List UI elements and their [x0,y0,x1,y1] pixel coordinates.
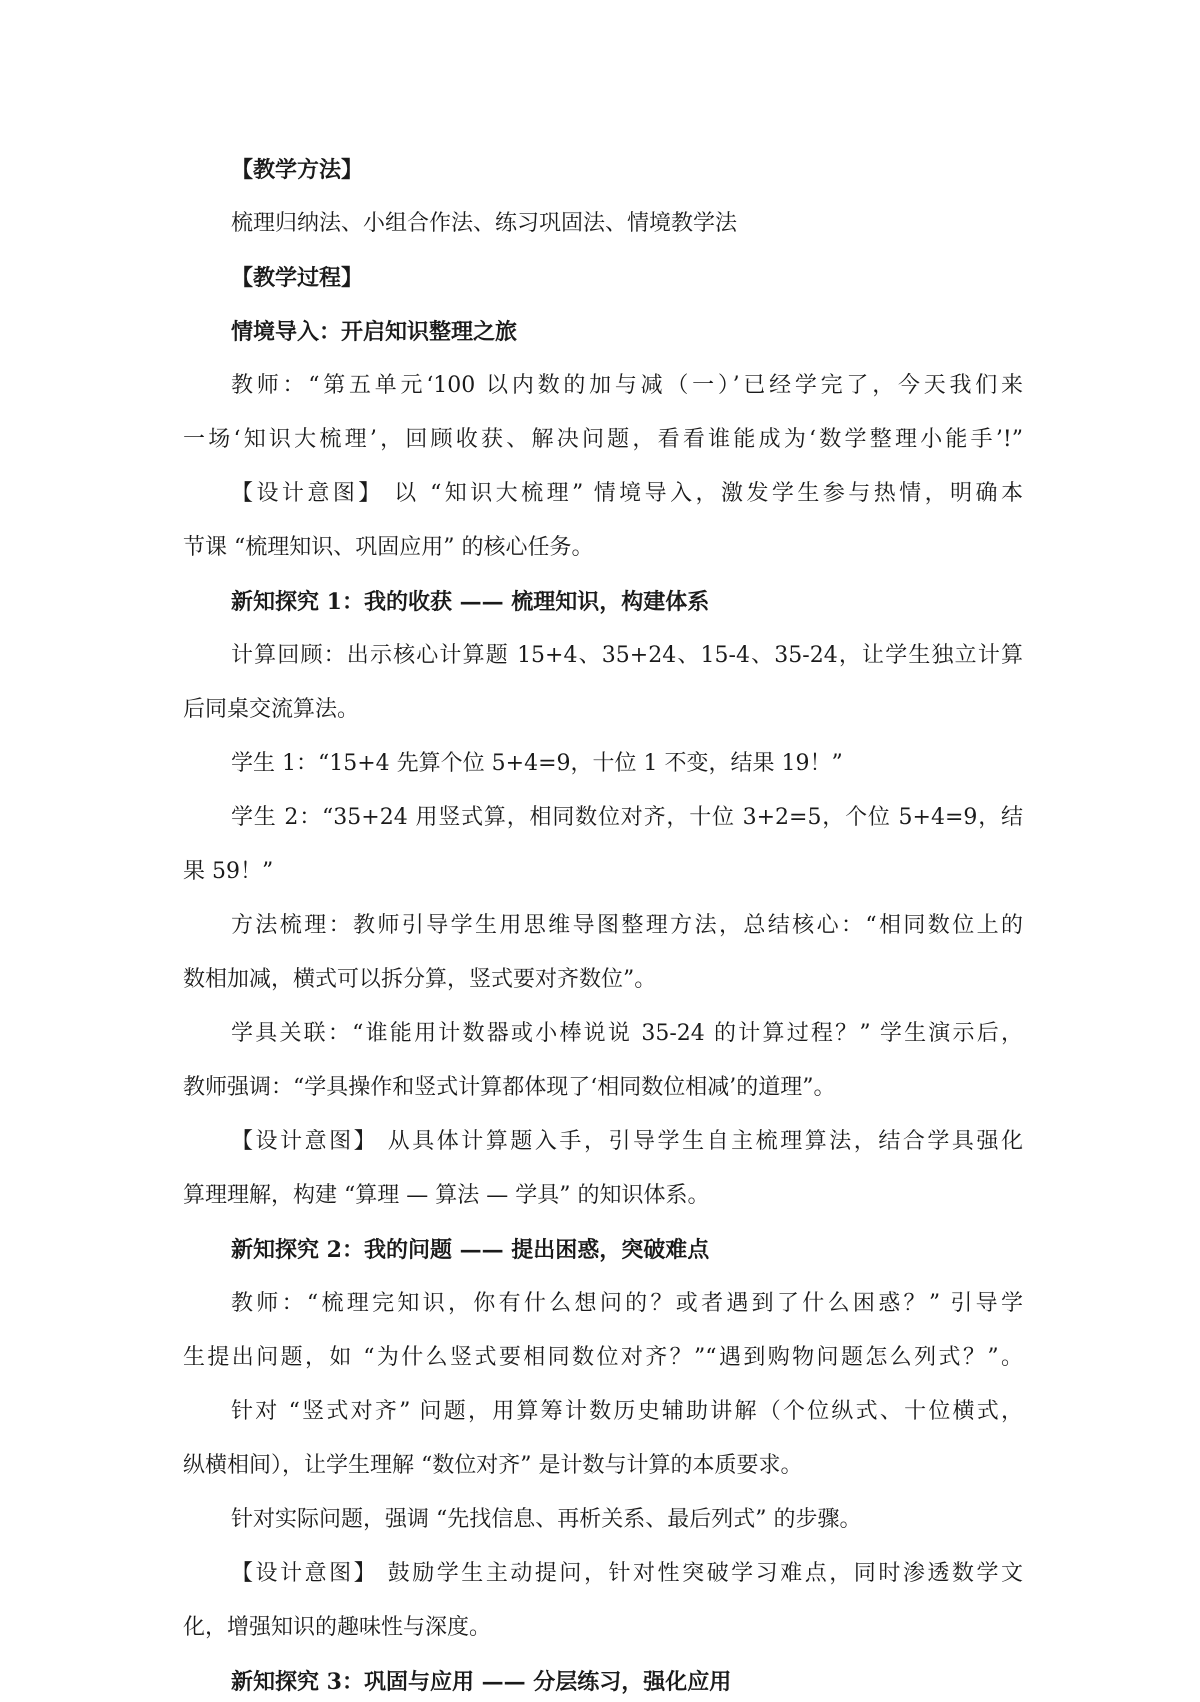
subsection-heading: 新知探究 3：巩固与应用 —— 分层练习，强化应用 [231,1669,732,1695]
text-line: 针对实际问题，强调 “先找信息、再析关系、最后列式” 的步骤。 [231,1507,862,1532]
text-line: 算理理解，构建 “算理 — 算法 — 学具” 的知识体系。 [183,1183,710,1208]
subsection-heading: 情境导入：开启知识整理之旅 [231,319,518,345]
text-line: 教师：“第五单元‘100 以内数的加与减（一）’已经学完了，今天我们来 [231,373,1023,398]
text-line: 教师：“梳理完知识，你有什么想问的？或者遇到了什么困惑？” 引导学 [231,1291,1023,1316]
text-line: 一场‘知识大梳理’，回顾收获、解决问题，看看谁能成为‘数学整理小能手’!” [183,427,1023,452]
text-line: 后同桌交流算法。 [183,697,360,722]
text-line: 数相加减，横式可以拆分算，竖式要对齐数位”。 [183,967,657,992]
text-line: 纵横相间），让学生理解 “数位对齐” 是计数与计算的本质要求。 [183,1453,803,1478]
text-line: 计算回顾：出示核心计算题 15+4、35+24、15-4、35-24，让学生独立计算 [231,643,1023,668]
text-line: 化，增强知识的趣味性与深度。 [183,1615,492,1640]
text-line: 节课 “梳理知识、巩固应用” 的核心任务。 [183,535,594,560]
text-line: 学具关联：“谁能用计数器或小棒说说 35-24 的计算过程？” 学生演示后， [231,1021,1023,1046]
section-heading: 【教学方法】 [231,157,364,183]
text-line: 方法梳理：教师引导学生用思维导图整理方法，总结核心：“相同数位上的 [231,913,1023,938]
subsection-heading: 新知探究 1：我的收获 —— 梳理知识，构建体系 [231,589,710,615]
text-line: 【设计意图】 以 “知识大梳理” 情境导入，激发学生参与热情，明确本 [231,481,1023,506]
section-heading: 【教学过程】 [231,265,364,291]
subsection-heading: 新知探究 2：我的问题 —— 提出困惑，突破难点 [231,1237,710,1263]
document-body [183,150,1023,1702]
text-line: 教师强调：“学具操作和竖式计算都体现了‘相同数位相减’的道理”。 [183,1075,836,1100]
text-line: 【设计意图】 从具体计算题入手，引导学生自主梳理算法，结合学具强化 [231,1129,1023,1154]
text-line: 果 59！” [183,859,274,884]
text-line: 针对 “竖式对齐” 问题，用算筹计数历史辅助讲解（个位纵式、十位横式， [231,1399,1023,1424]
text-line: 学生 2：“35+24 用竖式算，相同数位对齐，十位 3+2=5，个位 5+4=9，结 [231,805,1023,830]
text-line: 生提出问题，如 “为什么竖式要相同数位对齐？”“遇到购物问题怎么列式？”。 [183,1345,1023,1370]
text-line: 梳理归纳法、小组合作法、练习巩固法、情境教学法 [231,211,738,236]
text-line: 【设计意图】 鼓励学生主动提问，针对性突破学习难点，同时渗透数学文 [231,1561,1023,1586]
text-line: 学生 1：“15+4 先算个位 5+4=9，十位 1 不变，结果 19！” [231,751,843,776]
